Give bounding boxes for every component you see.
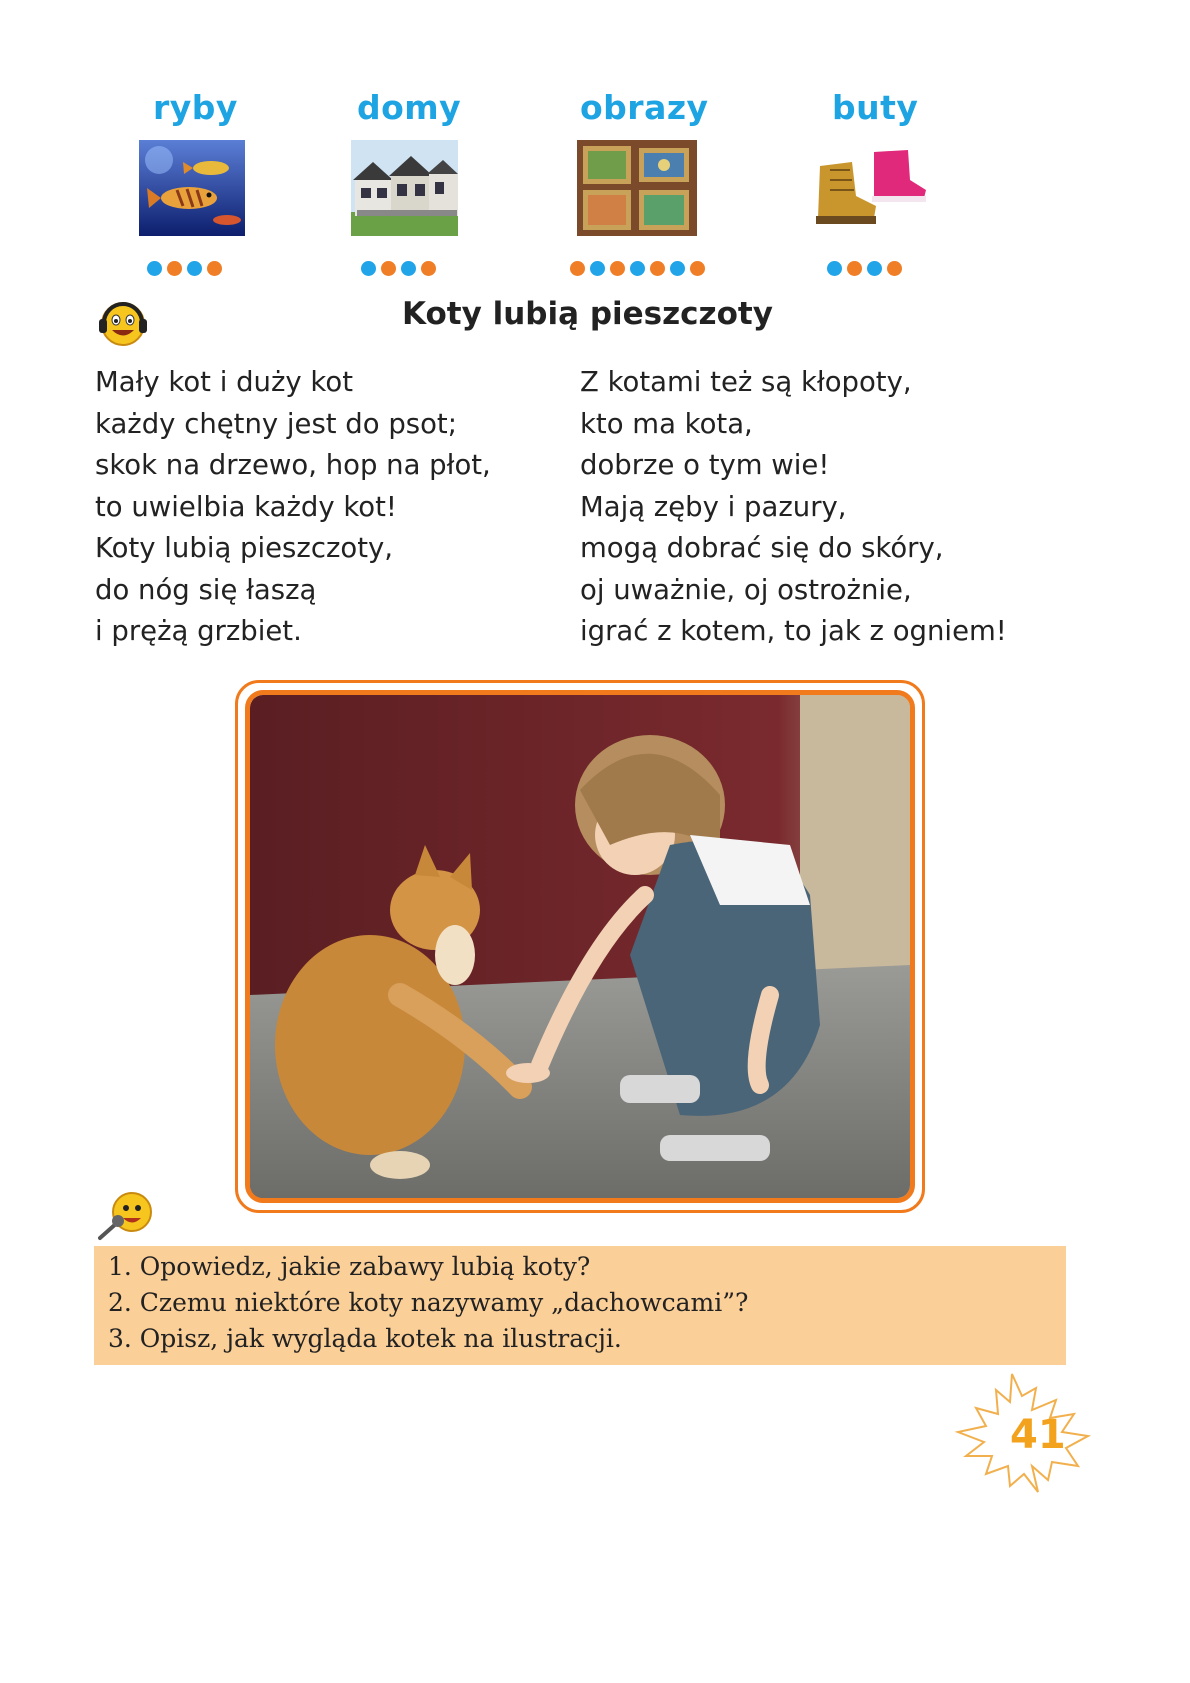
dot [690, 261, 705, 276]
poem-line: to uwielbia każdy kot! [95, 490, 397, 523]
poem-line: dobrze o tym wie! [580, 449, 830, 481]
question-3: 3. Opisz, jak wygląda kotek na ilustracji. [108, 1324, 622, 1353]
poem-line: mogą dobrać się do skóry, [580, 532, 944, 564]
dot [570, 261, 585, 276]
poem-line: Z kotami też są kłopoty, [580, 366, 912, 398]
poem-line: Mały kot i duży kot [95, 366, 353, 398]
girl-and-cat-photo [245, 690, 915, 1203]
word-ryby: ryby [153, 88, 238, 127]
word-domy: domy [357, 88, 462, 127]
syllable-dots-buty [827, 261, 902, 276]
dot [147, 261, 162, 276]
dot [207, 261, 222, 276]
poem-left-column [95, 362, 491, 653]
question-2: 2. Czemu niektóre koty nazywamy „dachowcami”? [108, 1288, 749, 1317]
syllable-dots-domy [361, 261, 436, 276]
poem-line: kto ma kota, [580, 407, 753, 440]
dot [670, 261, 685, 276]
paintings-image [577, 140, 697, 236]
dot [590, 261, 605, 276]
syllable-dots-ryby [147, 261, 222, 276]
syllable-dots-obrazy [570, 261, 705, 276]
houses-image [351, 140, 458, 236]
dot [421, 261, 436, 276]
questions-box [94, 1246, 1066, 1365]
question-1: 1. Opowiedz, jakie zabawy lubią koty? [108, 1252, 591, 1281]
dot [887, 261, 902, 276]
fish-image [139, 140, 245, 236]
dot [401, 261, 416, 276]
poem-title: Koty lubią pieszczoty [402, 296, 773, 332]
page-number: 41 [1010, 1412, 1066, 1458]
dot [847, 261, 862, 276]
poem-line: każdy chętny jest do psot; [95, 407, 457, 440]
dot [187, 261, 202, 276]
dot [630, 261, 645, 276]
poem-line: igrać z kotem, to jak z ogniem! [580, 615, 1007, 647]
word-buty: buty [832, 88, 919, 127]
word-obrazy: obrazy [580, 88, 709, 127]
dot [381, 261, 396, 276]
dot [167, 261, 182, 276]
dot [650, 261, 665, 276]
headphones-smiley-icon [96, 295, 150, 349]
microphone-smiley-icon [94, 1190, 156, 1242]
dot [827, 261, 842, 276]
poem-line: do nóg się łaszą [95, 573, 317, 606]
poem-line: oj uważnie, oj ostrożnie, [580, 573, 912, 606]
poem-line: skok na drzewo, hop na płot, [95, 449, 491, 481]
shoes-image [812, 140, 932, 236]
poem-line: Mają zęby i pazury, [580, 490, 847, 523]
poem-right-column [580, 362, 1007, 653]
dot [867, 261, 882, 276]
dot [361, 261, 376, 276]
poem-line: i prężą grzbiet. [95, 615, 302, 647]
poem-line: Koty lubią pieszczoty, [95, 532, 394, 564]
dot [610, 261, 625, 276]
